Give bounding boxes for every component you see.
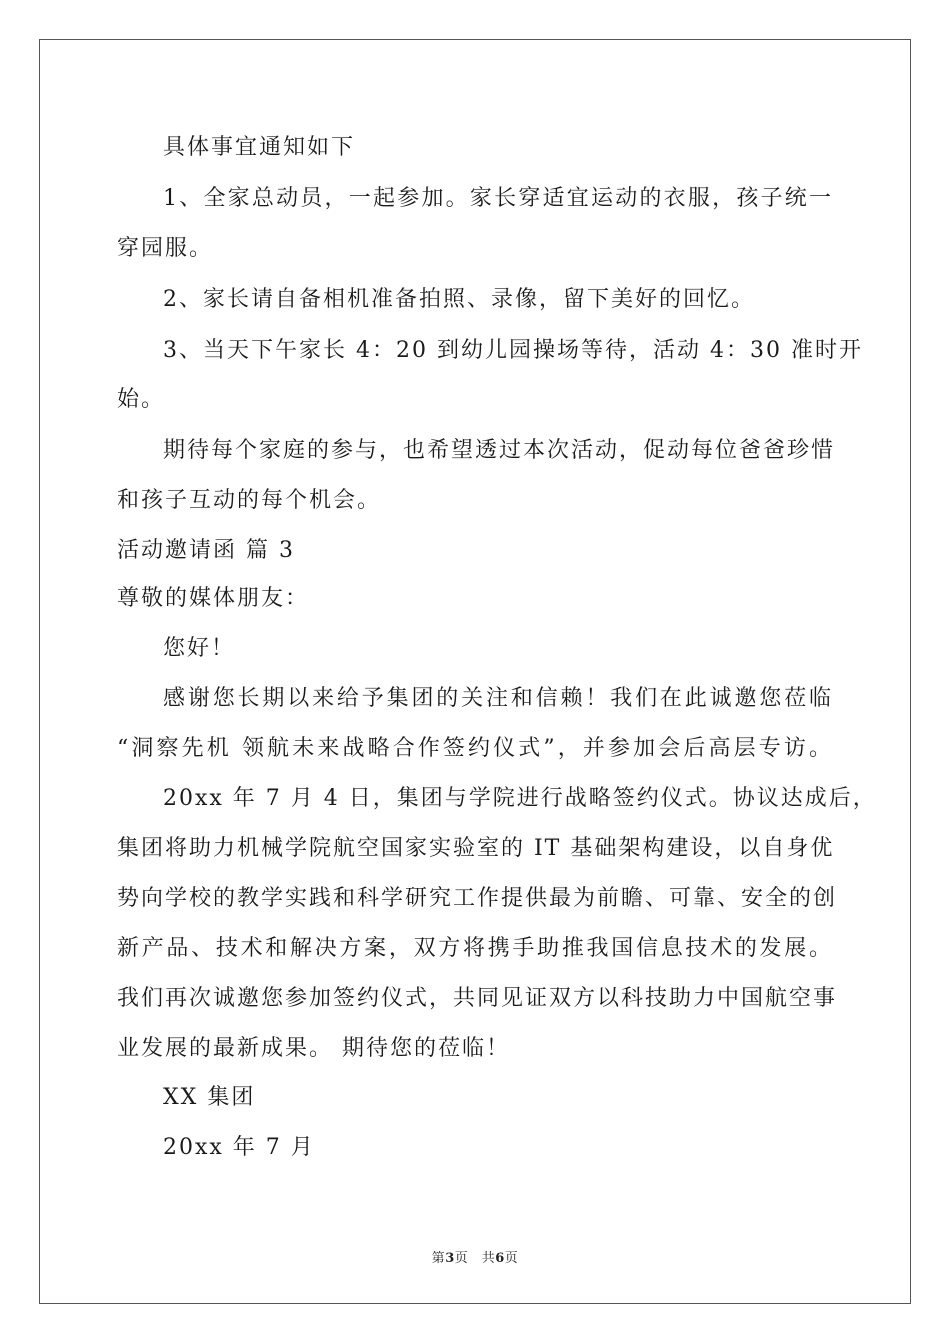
current-page-number: 3 (445, 1251, 455, 1266)
salutation: 尊敬的媒体朋友： (117, 586, 310, 611)
total-pages-number: 6 (495, 1251, 505, 1266)
footer-middle: 页 共 (454, 1251, 496, 1266)
paragraph-line: 业发展的最新成果。 期待您的莅临！ (117, 1036, 510, 1061)
paragraph-line: 3、当天下午家长 4：20 到幼儿园操场等待，活动 4：30 准时开 (163, 338, 863, 363)
paragraph-line: 新产品、技术和解决方案，双方将携手助推我国信息技术的发展。 (117, 936, 833, 961)
paragraph-line: 和孩子互动的每个机会。 (117, 488, 382, 513)
paragraph-line: 20xx 年 7 月 4 日，集团与学院进行战略签约仪式。协议达成后， (163, 786, 877, 811)
paragraph-line: 2、家长请自备相机准备拍照、录像，留下美好的回忆。 (163, 287, 755, 312)
paragraph-line: “洞察先机 领航未来战略合作签约仪式”，并参加会后高层专访。 (117, 736, 833, 761)
date: 20xx 年 7 月 (163, 1135, 315, 1160)
paragraph-line: 我们再次诚邀您参加签约仪式，共同见证双方以科技助力中国航空事 (117, 986, 838, 1011)
footer-suffix: 页 (504, 1251, 519, 1266)
section-heading: 活动邀请函 篇 3 (117, 538, 295, 563)
paragraph-line: 集团将助力机械学院航空国家实验室的 IT 基础架构建设，以自身优 (117, 836, 835, 861)
footer-prefix: 第 (431, 1251, 446, 1266)
paragraph-line: 期待每个家庭的参与，也希望透过本次活动，促动每位爸爸珍惜 (163, 438, 836, 463)
paragraph-line: 1、全家总动员，一起参加。家长穿适宜运动的衣服，孩子统一 (163, 186, 833, 211)
greeting: 您好！ (163, 636, 236, 661)
paragraph-line: 感谢您长期以来给予集团的关注和信赖！我们在此诚邀您莅临 (163, 686, 833, 711)
page-footer (0, 1247, 950, 1266)
paragraph-line: 穿园服。 (117, 236, 214, 261)
paragraph-line: 始。 (117, 387, 166, 412)
paragraph-line: 具体事宜通知如下 (163, 135, 356, 160)
paragraph-line: 势向学校的教学实践和科学研究工作提供最为前瞻、可靠、安全的创 (117, 886, 838, 911)
signature: XX 集团 (163, 1085, 256, 1110)
page-frame (39, 39, 911, 1304)
